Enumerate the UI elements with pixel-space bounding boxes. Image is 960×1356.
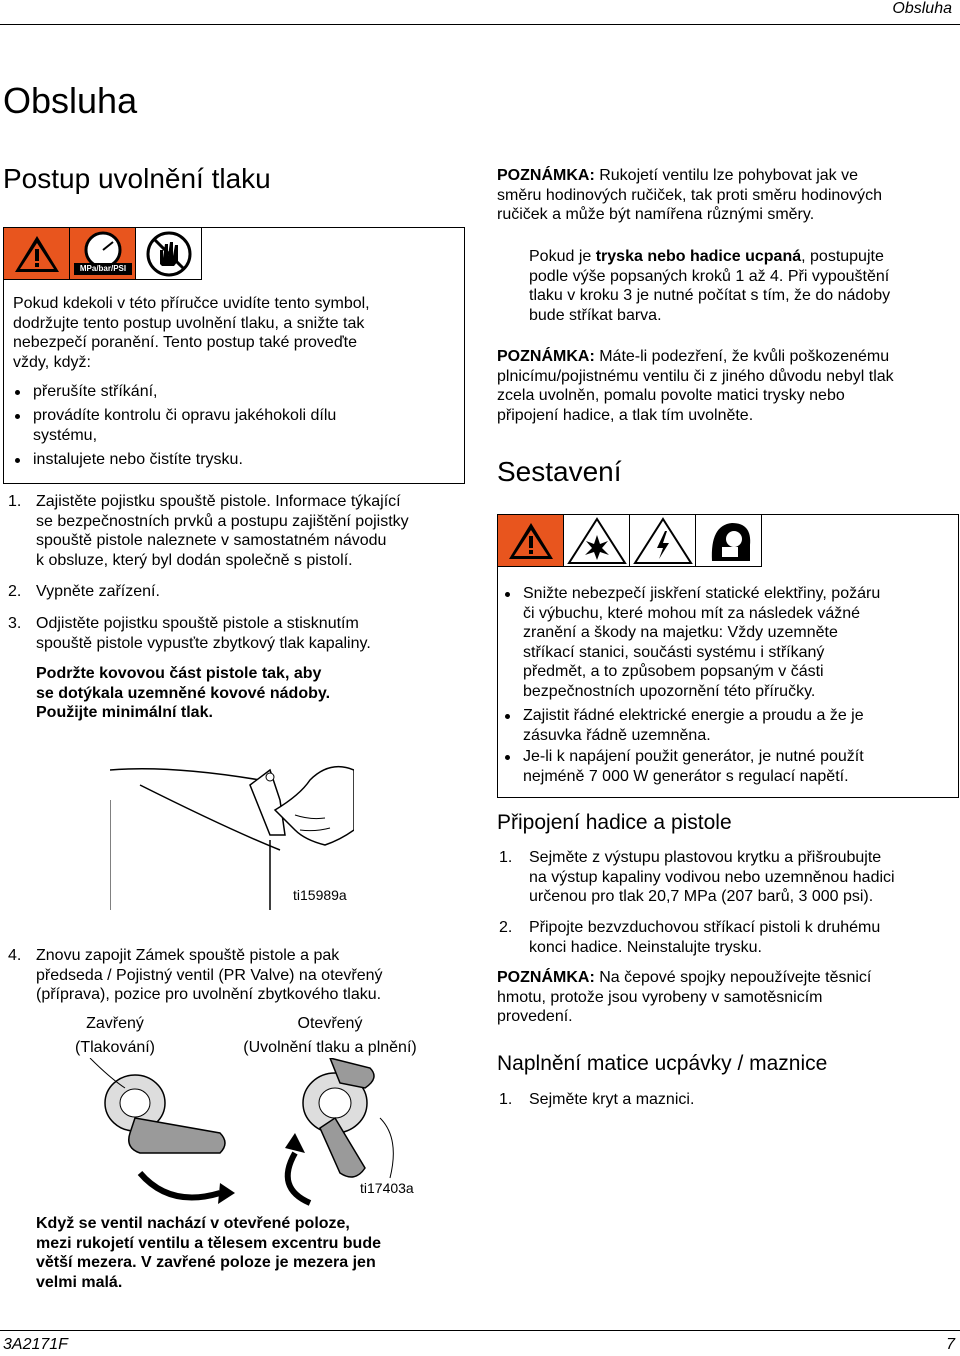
valve-label-line: (Tlakování) [74,1038,156,1056]
respirator-icon [696,515,762,567]
figure-1-label: ti15989a [293,887,347,903]
warning-cell-2 [564,515,630,567]
hose-step-1-num: 1. [499,849,513,866]
warning-text-line: Pokud kdekoli v této příručce uvidíte tento symbol, [13,295,370,312]
note-line: mezi rukojetí ventilu a tělesem excentru bude [36,1234,381,1252]
warning-bullet: provádíte kontrolu či opravu jakéhokoli dílu [33,407,337,424]
note-text: Rukojetí ventilu lze pohybovat jak ve [594,167,859,184]
bullet-line: či výbuchu, které mohou mít za následek vážné [523,604,861,622]
note-line: velmi malá. [36,1273,123,1291]
warning-text [13,294,370,372]
note-line: směru hodinových ručiček, tak proti směru hodinových [497,186,883,204]
clogged-bold: tryska nebo hadice ucpaná [595,248,802,265]
note-line: hmotu, protože jsou vyrobeny v samotěsnicím [497,988,823,1006]
bullet-line: nejméně 7 000 W generátor s regulací napětí. [523,767,849,785]
note-line: připojení hadice, a tlak tím uvolněte. [497,406,754,424]
step-text-line: spouště pistole naleznete v samostatném návodu [36,532,387,549]
clogged-line: bude stříkat barva. [529,306,662,324]
footer-rule [0,1330,960,1331]
page-title: Obsluha [3,80,138,121]
bullet-dot [505,592,510,597]
clogged-line: podle výše popsaných kroků 1 až 4. Při vypouštění [529,267,890,285]
bullet-line: bezpečnostních upozornění této příručky. [523,682,816,700]
note-thread-sealant [497,968,871,1027]
setup-warning-bullet-3 [523,747,864,786]
valve-gap-note [36,1214,381,1292]
setup-title: Sestavení [497,456,622,487]
figure-2-label: ti17403a [360,1180,414,1196]
ground-note [36,664,330,723]
warning-text-line: vždy, když: [13,353,91,371]
bullet-dot [505,755,510,760]
warning-cell-3 [630,515,696,567]
note-label: POZNÁMKA: [497,348,595,365]
step-text-line: Připojte bezvzduchovou stříkací pistoli k druhému [529,919,881,936]
step-text-line: se bezpečnostních prvků a postupu zajištění pojistky [36,512,409,530]
page-number: 7 [946,1336,955,1353]
pressure-relief-warning-box [3,227,465,484]
bullet-line: zranění a škody na majetku: Vždy uzemněte [523,624,838,641]
warning-cell-1 [4,228,70,280]
step-text-line: k obsluze, který byl dodán společně s pistolí. [36,551,353,569]
warning-bullet-cont: systému, [33,427,98,444]
bullet-line: předmět, a to způsobem popsaným v části [523,663,824,680]
note-text: Na čepové spojky nepoužívejte těsnicí [594,969,872,986]
step-1-num: 1. [8,493,22,510]
note-line: se dotýkala uzemněné kovové nádoby. [36,684,331,702]
step-text-line: Odjistěte pojistku spouště pistole a stisknutím [36,615,359,632]
step-text-line: konci hadice. Neinstalujte trysku. [529,938,762,956]
note-line: ručiček a může být namířena různými směry. [497,206,815,223]
packing-step-1-num: 1. [499,1091,513,1108]
bullet-dot [15,414,20,419]
step-text-line: Znovu zapojit Zámek spouště pistole a pak [36,947,340,964]
note-line: plnicímu/pojistnému ventilu či z jiného důvodu nebyl tlak [497,367,894,385]
pressure-relief-title: Postup uvolnění tlaku [3,163,271,194]
clogged-text: Pokud je [529,248,596,265]
bullet-dot [15,458,20,463]
gun-bucket-illustration [110,740,354,910]
gauge-label: MPa/bar/PSI [79,264,127,273]
note-text: Máte-li podezření, že kvůli poškozenému [594,348,890,365]
note-valve-handle [497,166,882,225]
note-label: POZNÁMKA: [497,969,595,986]
note-line: zcela uvolněn, pomalu povolte matici trysky nebo [497,387,845,404]
setup-warning-bullet-1 [523,584,880,701]
valve-open-label [228,1014,432,1057]
step-text-line: (příprava), pozice pro uvolnění zbytkového tlaku. [36,986,382,1003]
valve-label-line: Zavřený [86,1015,144,1032]
note-line: větší mezera. V zavřené poloze je mezera jen [36,1254,376,1271]
note-line: Když se ventil nachází v otevřené poloze, [36,1215,350,1232]
warning-cell-2 [70,228,136,280]
packing-nut-title: Naplnění matice ucpávky / maznice [497,1052,828,1075]
header-rule [0,24,960,25]
step-3-num: 3. [8,615,22,632]
warning-bullet: instalujete nebo čistíte trysku. [33,451,243,468]
step-text-line: spouště pistole vypusťte zbytkový tlak kapaliny. [36,634,371,652]
step-text-line: předseda / Pojistný ventil (PR Valve) na otevřený [36,966,383,984]
exclamation-triangle-icon [498,515,564,567]
bullet-dot [505,714,510,719]
explosion-icon [564,515,630,567]
clogged-line: tlaku v kroku 3 je nutné počítat s tím, že do nádoby [529,287,891,304]
gun-bucket-figure [110,740,354,910]
no-hand-icon [136,228,202,280]
bullet-line: Snižte nebezpečí jiskření statické elektřiny, požáru [523,585,881,602]
note-line: Podržte kovovou část pistole tak, aby [36,665,322,682]
note-label: POZNÁMKA: [497,167,595,184]
packing-step-1-text: Sejměte kryt a maznici. [529,1091,695,1108]
exclamation-triangle-icon [4,228,70,280]
note-line: Použijte minimální tlak. [36,704,213,721]
bullet-line: stříkací stanici, součásti systému i stříkaný [523,643,825,661]
valve-label-line: Otevřený [297,1015,363,1032]
clogged-text: , postupujte [801,248,884,265]
step-1-text [36,492,409,570]
doc-id: 3A2171F [3,1336,68,1353]
step-4-num: 4. [8,947,22,964]
clogged-paragraph [529,247,890,325]
warning-bullet: přerušíte stříkání, [33,383,158,400]
hose-gun-title: Připojení hadice a pistole [497,811,732,834]
warning-cell-4 [696,515,762,567]
running-header: Obsluha [892,0,952,17]
setup-warning-bullet-2 [523,706,864,745]
bullet-line: Zajistit řádné elektrické energie a proudu a že je [523,707,864,724]
warning-text-line: dodržujte tento postup uvolnění tlaku, a snižte tak [13,314,365,332]
hose-step-2-text [529,918,880,957]
hose-step-1-text [529,848,895,907]
step-text-line: určenou pro tlak 20,7 MPa (207 barů, 3 000 psi). [529,888,874,905]
valve-label-line: (Uvolnění tlaku a plnění) [243,1038,417,1056]
valve-closed-label [60,1014,170,1057]
step-text-line: Sejměte z výstupu plastovou krytku a přišroubujte [529,849,882,866]
step-2-num: 2. [8,583,22,600]
warning-text-line: nebezpečí poranění. Tento postup také proveďte [13,334,358,351]
note-line: provedení. [497,1008,573,1025]
note-suspected-clog [497,347,894,425]
step-text-line: na výstup kapaliny vodivou nebo uzemněnou hadici [529,868,895,886]
bullet-dot [15,390,20,395]
bullet-line: zásuvka řádně uzemněna. [523,726,711,744]
electric-shock-icon [630,515,696,567]
hose-step-2-num: 2. [499,919,513,936]
step-2-text: Vypněte zařízení. [36,583,160,600]
step-3-text [36,614,371,653]
step-text-line: Zajistěte pojistku spouště pistole. Informace týkající [36,493,401,510]
bullet-line: Je-li k napájení použit generátor, je nutné použít [523,748,864,765]
warning-cell-3 [136,228,202,280]
warning-cell-1 [498,515,564,567]
step-4-text [36,946,383,1005]
setup-warning-box [497,514,959,798]
